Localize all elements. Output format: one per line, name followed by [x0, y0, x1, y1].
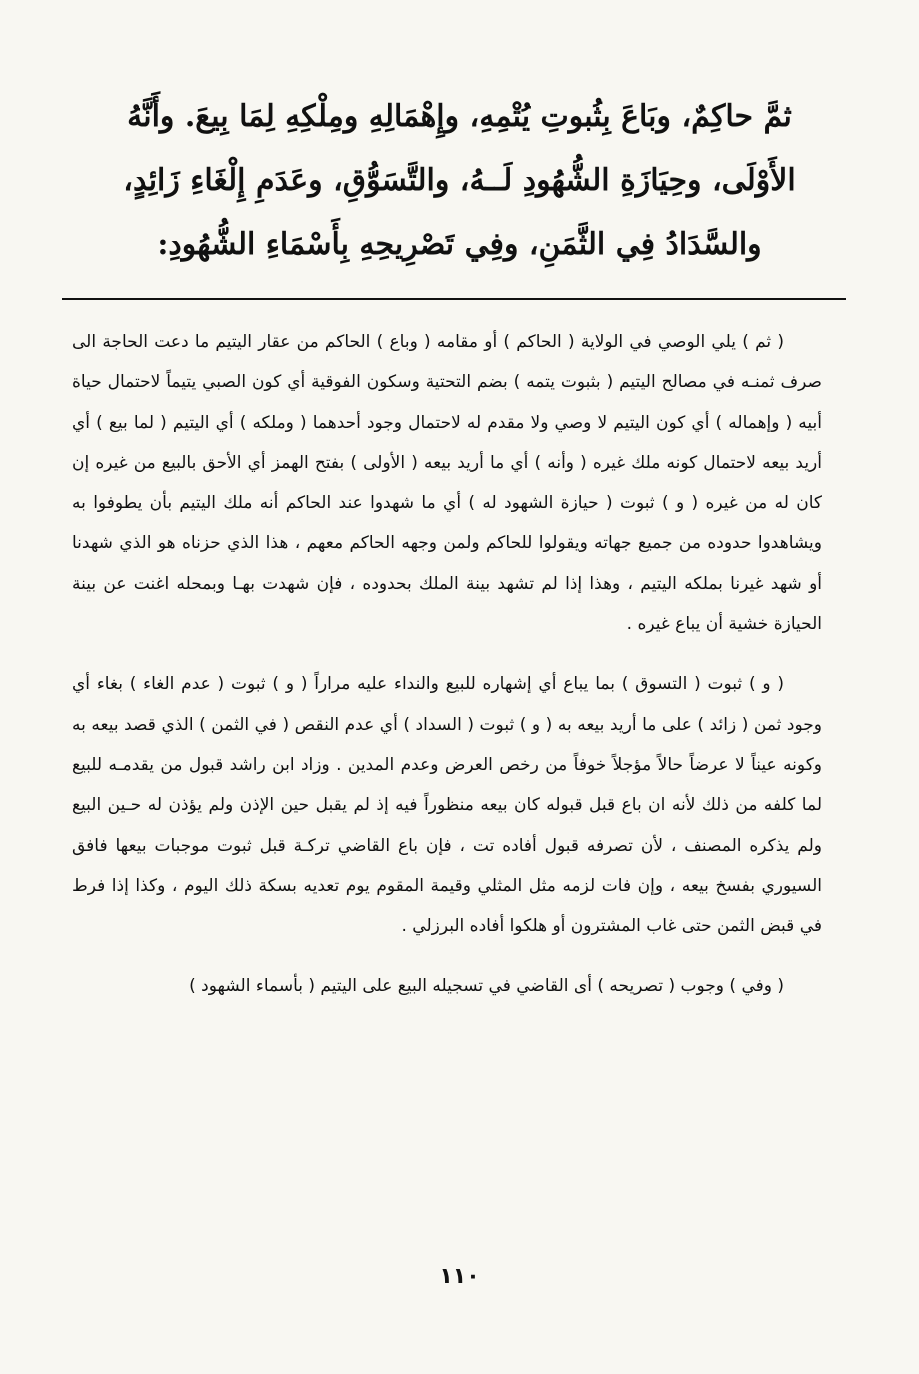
commentary-text [72, 322, 822, 1007]
verse-text [70, 85, 849, 277]
commentary-paragraph: ( وفي ) وجوب ( تصريحه ) أى القاضي في تسجيله البيع على اليتيم ( بأسماء الشهود ) [189, 976, 784, 997]
section-divider [62, 298, 846, 300]
page-number: ١١٠ [439, 1264, 480, 1289]
verse-line: الأَوْلَى، وحِيَازَةِ الشُّهُودِ لَــهُ، والتَّسَوُّقِ، وعَدَمِ إِلْغَاءِ زَائِدٍ، [123, 163, 796, 198]
verse-line: ثمَّ حاكِمٌ، وبَاعَ بِثُبوتِ يُتْمِهِ، وإِهْمَالِهِ ومِلْكِهِ لِمَا بِيعَ. وأَنَّهُ [127, 99, 792, 134]
commentary-paragraph: ( ثم ) يلي الوصي في الولاية ( الحاكم ) أو مقامه ( وباع ) الحاكم من عقار اليتيم ما دعت الحاجة الى صرف ثمنـه في مصالح اليتيم ( بثبوت يتمه ) بضم التحتية وسكون الفوقية أي كون الصبي يتيماً لاحتمال حياة أبيه ( وإهماله ) أي كون اليتيم لا وصي ولا مقدم له لاحتمال وجود أحدهما ( وملكه ) أي اليتيم ( لما بيع ) أي أريد بيعه لاحتمال كونه ملك غيره ( وأنه ) أي ما أريد بيعه ( الأولى ) بفتح الهمز أي الأحق بالبيع من غيره إن كان له من غيره ( و ) ثبوت ( حيازة الشهود له ) أي ما شهدوا عند الحاكم أنه ملك اليتيم بأن يطوفوا به ويشاهدوا حدوده من جميع جهاته ويقولوا للحاكم ولمن وجهه الحاكم معهم ، هذا الذي حزناه هو الذي شهدنا أو شهد غيرنا بملكه اليتيم ، وهذا إذا لم تشهد بينة الملك بحدوده ، فإن شهدت بهـا وبمحله اغنت عن بينة الحيازة خشية أن يباع غيره . [72, 332, 822, 635]
commentary-paragraph: ( و ) ثبوت ( التسوق ) بما يباع أي إشهاره للبيع والنداء عليه مراراً ( و ) ثبوت ( عدم الغاء ) بغاء أي وجود ثمن ( زائد ) على ما أريد بيعه به ( و ) ثبوت ( السداد ) أي عدم النقص ( في الثمن ) الذي قصد بيعه به وكونه عيناً لا عرضاً حالاً مؤجلاً خوفاً من رخص العرض وعدم المدين . وزاد ابن راشد قبول من يقدمـه للبيع لما كلفه من ذلك لأنه ان باع قبل قبوله كان بيعه منظوراً فيه إذ لم يقبل حين الإذن ولم يؤذن له حـين البيع ولم يذكره المصنف ، لأن تصرفه قبول أفاده تت ، فإن باع القاضي تركـة قبل ثبوت موجبات بيعها فافق السيوري بفسخ بيعه ، وإن فات لزمه مثل المثلي وقيمة المقوم يوم تعديه بسكة ذلك اليوم ، وكذا إذا فرط في قبض الثمن حتى غاب المشترون أو هلكوا أفاده البرزلي . [72, 674, 822, 937]
verse-line: والسَّدَادُ فِي الثَّمَنِ، وفِي تَصْرِيحِهِ بِأَسْمَاءِ الشُّهُودِ: [157, 227, 762, 262]
